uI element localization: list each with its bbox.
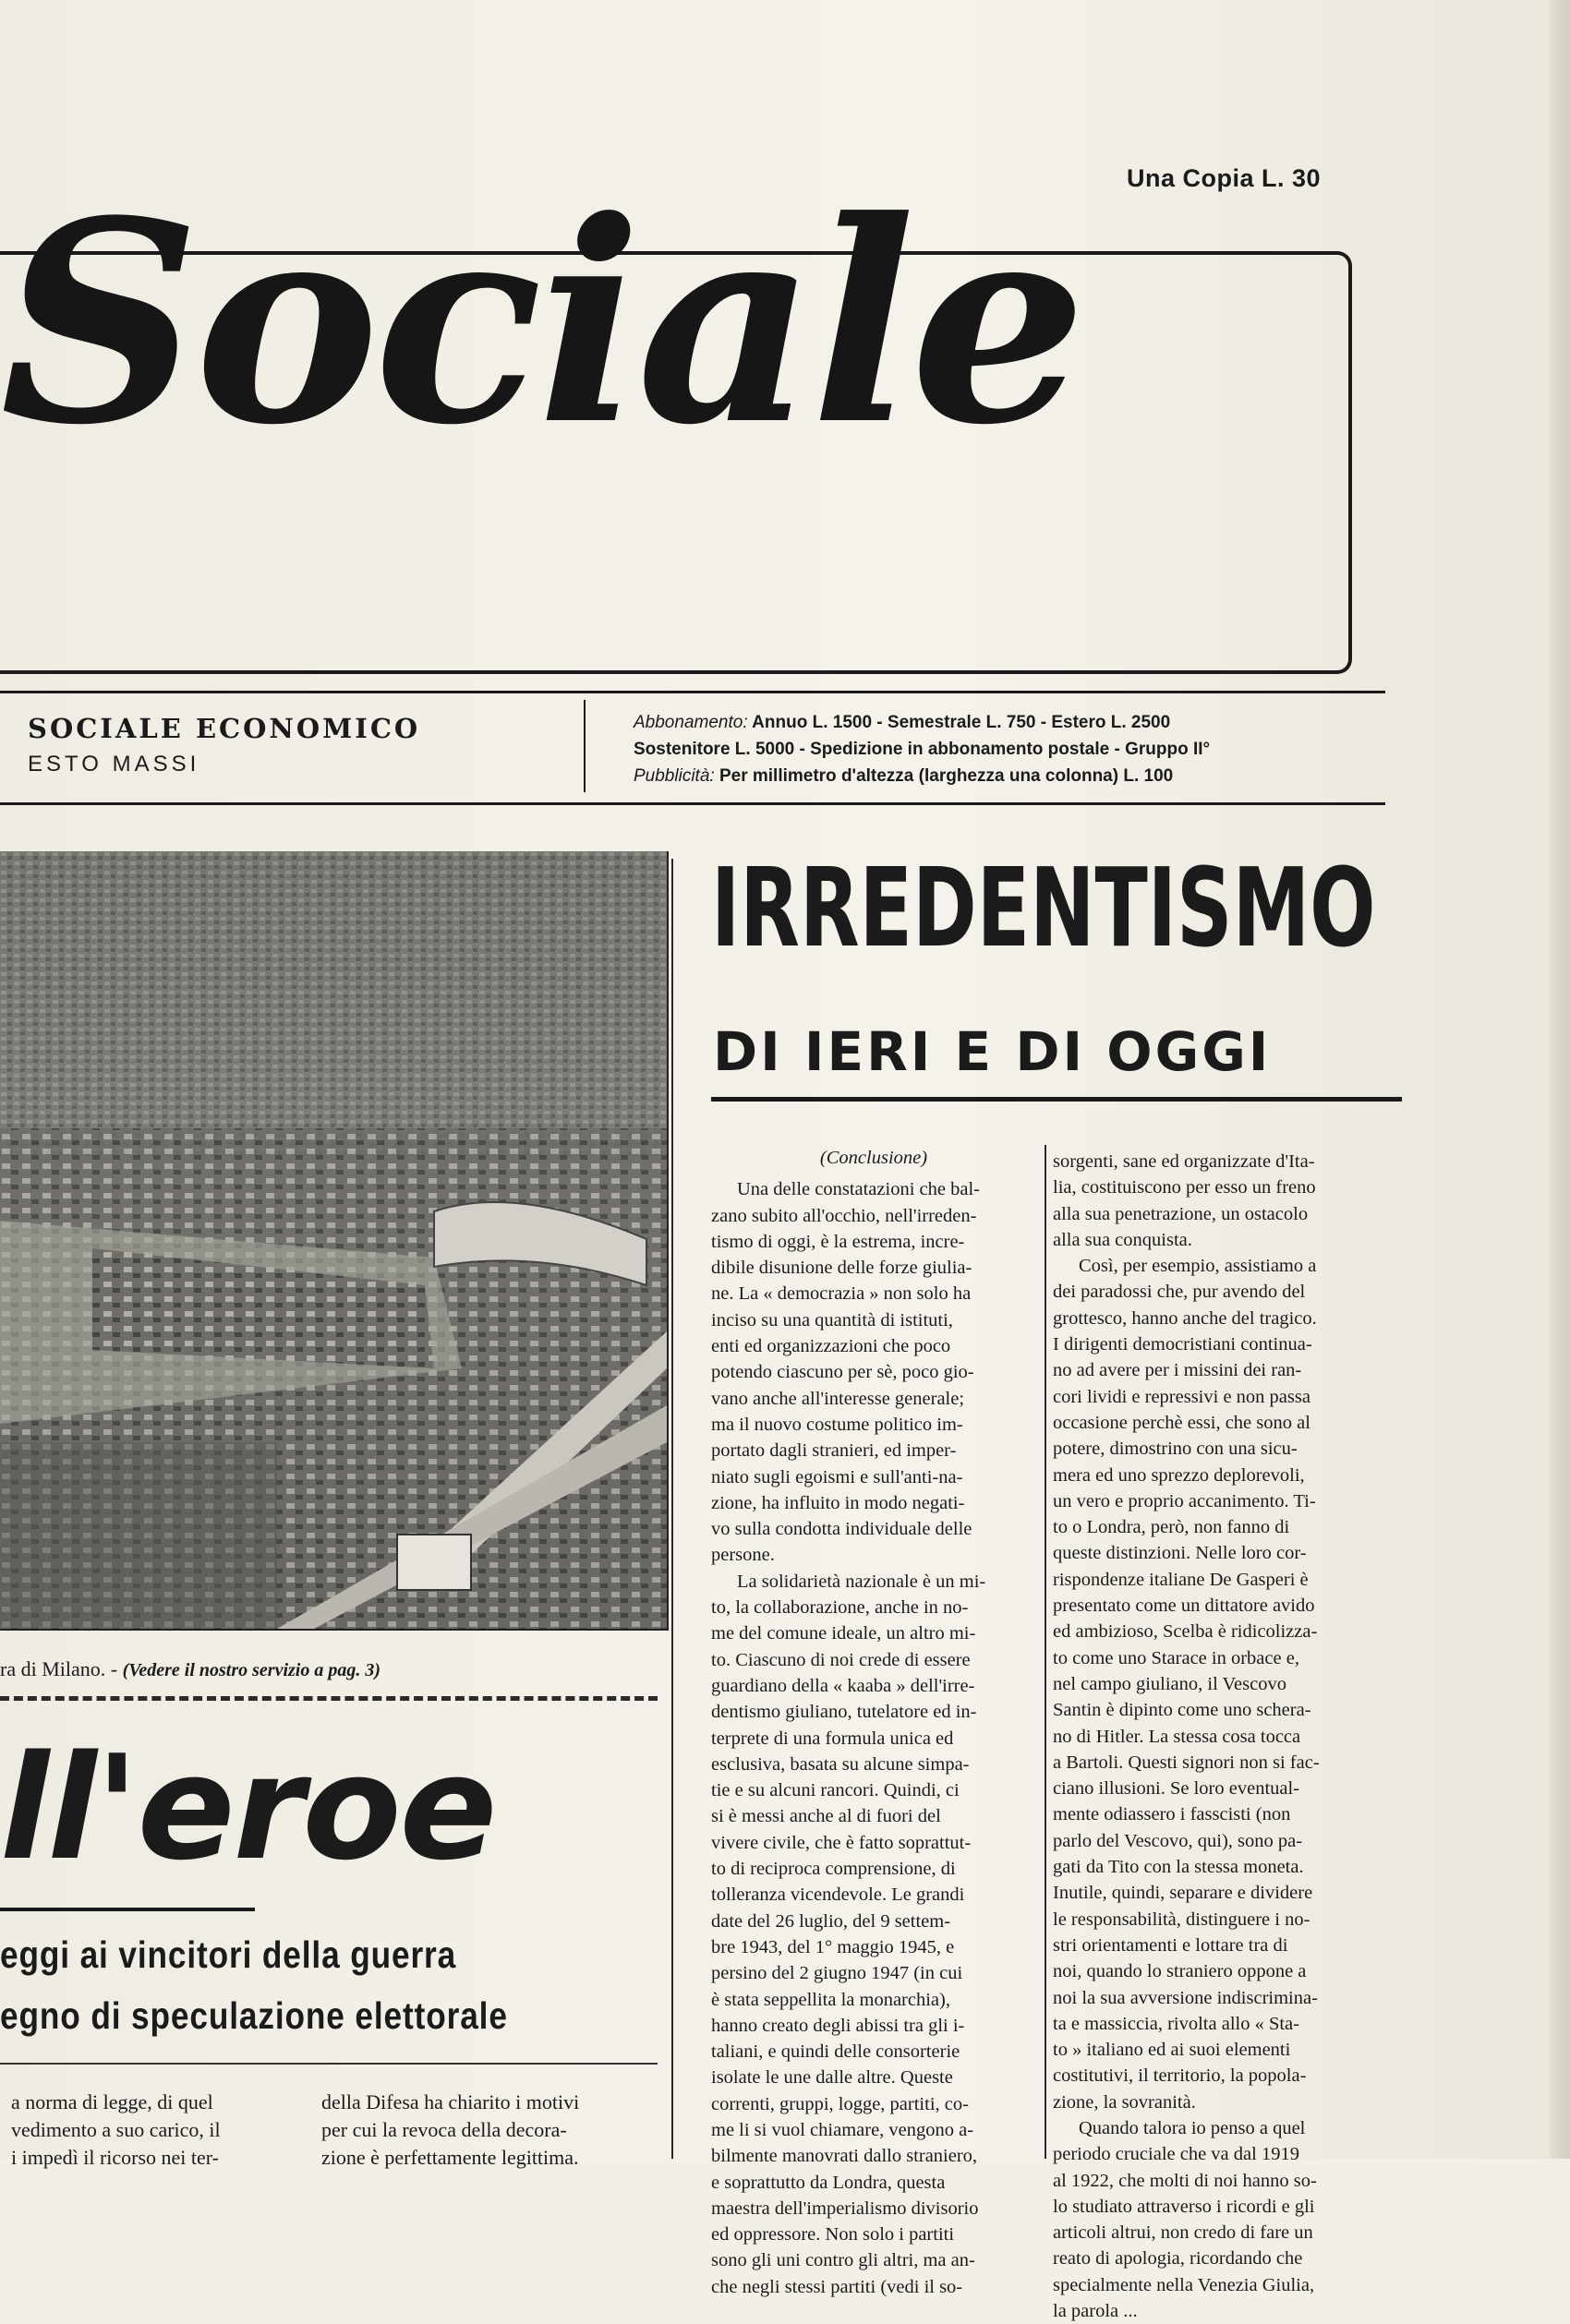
- subhead-bottom-rule: [0, 2063, 658, 2065]
- article-text-line: taliani, e quindi delle consorterie: [711, 2041, 960, 2063]
- article-text-line: inciso su una quantità di istituti,: [711, 1309, 953, 1331]
- main-article-col2: [1053, 1149, 1396, 2324]
- article-text-line: e soprattutto da Londra, questa: [711, 2172, 946, 2193]
- article-text-line: date del 26 luglio, del 9 settem-: [711, 1910, 951, 1932]
- article-text-line: correnti, gruppi, logge, partiti, co-: [711, 2093, 969, 2114]
- article-text-line: queste distinzioni. Nelle loro cor-: [1053, 1543, 1307, 1564]
- article-text-line: gati da Tito con la stessa moneta.: [1053, 1857, 1304, 1878]
- article-text-line: Così, per esempio, assistiamo a: [1079, 1256, 1317, 1277]
- article-text-line: costitutivi, il territorio, la popola-: [1053, 2065, 1307, 2087]
- article-text-line: hanno creato degli abissi tra gli i-: [711, 2015, 965, 2036]
- text-line: vedimento a suo carico, il: [11, 2118, 221, 2141]
- article-text-line: no di Hitler. La stessa cosa tocca: [1053, 1726, 1301, 1747]
- article-text-line: nel campo giuliano, il Vescovo: [1053, 1673, 1286, 1694]
- band-divider: [584, 700, 586, 792]
- article-text-line: no ad avere per i missini dei ran-: [1053, 1360, 1302, 1381]
- article-text-line: ma il nuovo costume politico im-: [711, 1414, 963, 1435]
- article-text-line: dibile disunione delle forze giulia-: [711, 1258, 972, 1279]
- article-text-line: dentismo giuliano, tutelatore ed in-: [711, 1702, 977, 1723]
- article-text-line: che negli stessi partiti (vedi il so-: [711, 2276, 963, 2297]
- article-text-line: mente odiassero i fasscisti (non: [1053, 1804, 1291, 1825]
- article-text-line: to come uno Starace in orbace e,: [1053, 1647, 1299, 1668]
- left-subhead-1: eggi ai vincitori della guerra: [0, 1933, 457, 1976]
- masthead-editor: ESTO MASSI: [28, 752, 200, 777]
- article-text-line: portato dagli stranieri, ed imper-: [711, 1440, 957, 1462]
- article-text-line: sorgenti, sane ed organizzate d'Ita-: [1053, 1151, 1315, 1172]
- article-text-line: tie e su alcuni rancori. Quindi, ci: [711, 1780, 960, 1801]
- left-article-col2: [321, 2089, 579, 2172]
- left-headline: ll'eroe: [0, 1724, 496, 1892]
- subscription-rates: Annuo L. 1500 - Semestrale L. 750 - Estero L. 2500: [752, 713, 1171, 732]
- subhead-rule: [0, 1908, 255, 1911]
- article-text-line: zione, ha influito in modo negati-: [711, 1492, 965, 1513]
- copy-price: Una Copia L. 30: [1127, 164, 1322, 192]
- article-text-line: I dirigenti democristiani continua-: [1053, 1334, 1312, 1355]
- article-text-line: noi, quando lo straniero oppone a: [1053, 1961, 1307, 1982]
- text-line: zione è perfettamente legittima.: [321, 2146, 579, 2169]
- article-text-line: esclusiva, basata su alcune simpa-: [711, 1753, 970, 1775]
- article-text-line: maestra dell'imperialismo divisorio: [711, 2198, 979, 2219]
- article-text-line: to. Ciascuno di noi crede di essere: [711, 1649, 971, 1670]
- article-text-line: rispondenze italiane De Gasperi è: [1053, 1569, 1309, 1590]
- column-rule: [671, 859, 673, 2159]
- article-text-line: le responsabilità, distinguere i no-: [1053, 1909, 1310, 1930]
- text-line: a norma di legge, di quel: [11, 2090, 213, 2113]
- article-text-line: me li si vuol chiamare, vengono a-: [711, 2119, 974, 2140]
- article-text-line: Inutile, quindi, separare e dividere: [1053, 1883, 1313, 1904]
- article-text-line: zione, la sovranità.: [1053, 2091, 1196, 2113]
- headline-rule: [711, 1097, 1402, 1102]
- article-text-line: al 1922, che molti di noi hanno so-: [1053, 2170, 1317, 2191]
- article-text-line: è stata seppellita la monarchia),: [711, 1989, 950, 2010]
- article-text-line: to di reciproca comprensione, di: [711, 1859, 956, 1880]
- page-fold-edge: [1550, 0, 1570, 2159]
- article-text-line: un vero e proprio accanimento. Ti-: [1053, 1490, 1316, 1511]
- article-text-line: mera ed uno sprezzo deplorevoli,: [1053, 1464, 1305, 1486]
- article-text-line: presentato come un dittatore avido: [1053, 1595, 1315, 1617]
- article-text-line: noi la sua avversione indiscrimina-: [1053, 1987, 1318, 2008]
- article-text-line: grottesco, hanno anche del tragico.: [1053, 1307, 1317, 1329]
- article-text-line: bre 1943, del 1° maggio 1945, e: [711, 1936, 955, 1957]
- masthead-subtitle: SOCIALE ECONOMICO: [28, 713, 421, 744]
- article-text-line: persone.: [711, 1545, 775, 1566]
- text-line: della Difesa ha chiarito i motivi: [321, 2090, 580, 2113]
- article-text-line: tolleranza vicendevole. Le grandi: [711, 1884, 965, 1906]
- article-text-line: vano anche all'interesse generale;: [711, 1388, 965, 1409]
- article-text-line: dei paradossi che, pur avendo del: [1053, 1282, 1306, 1303]
- article-text-line: ed ambizioso, Scelba è ridicolizza-: [1053, 1621, 1318, 1643]
- article-text-line: si è messi anche al di fuori del: [711, 1806, 941, 1827]
- photo-caption: [0, 1657, 380, 1681]
- article-text-line: reato di apologia, ricordando che: [1053, 2248, 1303, 2270]
- text-line: i impedì il ricorso nei ter-: [11, 2146, 219, 2169]
- subscription-info: [634, 709, 1210, 789]
- article-text-line: enti ed organizzazioni che poco: [711, 1336, 951, 1357]
- article-text-line: bilmente manovrati dallo straniero,: [711, 2146, 978, 2167]
- caption-note: (Vedere il nostro servizio a pag. 3): [122, 1660, 381, 1680]
- article-text-line: terprete di una formula unica ed: [711, 1728, 954, 1749]
- article-text-line: vivere civile, che è fatto soprattut-: [711, 1832, 972, 1853]
- article-text-line: specialmente nella Venezia Giulia,: [1053, 2274, 1315, 2295]
- article-text-line: tismo di oggi, è la estrema, incre-: [711, 1231, 965, 1252]
- subscription-label: Abbonamento:: [634, 713, 748, 732]
- caption-text: ra di Milano. -: [0, 1657, 123, 1680]
- article-text-line: parlo del Vescovo, qui), sono pa-: [1053, 1830, 1303, 1851]
- article-text-line: ed oppressore. Non solo i partiti: [711, 2224, 955, 2246]
- conclusion-label: (Conclusione): [819, 1148, 928, 1168]
- article-text-line: vo sulla condotta individuale delle: [711, 1519, 972, 1540]
- article-text-line: occasione perchè essi, che sono al: [1053, 1412, 1310, 1433]
- article-text-line: me del comune ideale, un altro mi-: [711, 1623, 976, 1644]
- article-text-line: potere, dimostrino con una sicu-: [1053, 1439, 1298, 1460]
- article-text-line: to » italiano ed ai suoi elementi: [1053, 2040, 1291, 2061]
- main-headline: IRREDENTISMO: [711, 844, 1376, 971]
- article-column-divider: [1045, 1145, 1046, 2159]
- article-text-line: potendo ciascuno per sè, poco gio-: [711, 1362, 974, 1383]
- article-text-line: sono gli uni contro gli altri, ma an-: [711, 2250, 975, 2271]
- article-text-line: to o Londra, però, non fanno di: [1053, 1517, 1290, 1538]
- article-text-line: La solidarietà nazionale è un mi-: [737, 1571, 986, 1592]
- article-text-line: alla sua conquista.: [1053, 1229, 1192, 1250]
- article-text-line: Santin è dipinto come uno schera-: [1053, 1700, 1311, 1721]
- article-text-line: niato sugli egoismi e sull'anti-na-: [711, 1466, 963, 1487]
- article-text-line: zano subito all'occhio, nell'irreden-: [711, 1205, 977, 1226]
- supporter-rates: Sostenitore L. 5000 - Spedizione in abbonamento postale - Gruppo II°: [634, 740, 1211, 759]
- article-text-line: articoli altrui, non credo di fare un: [1053, 2222, 1313, 2244]
- article-text-line: ta e massiccia, rivolta allo « Sta-: [1053, 2013, 1299, 2034]
- left-article-col1: [11, 2089, 221, 2172]
- article-text-line: lo studiato attraverso i ricordi e gli: [1053, 2196, 1315, 2217]
- masthead-title: Sociale: [0, 160, 1081, 486]
- article-text-line: a Bartoli. Questi signori non si fac-: [1053, 1752, 1320, 1773]
- article-text-line: alla sua penetrazione, un ostacolo: [1053, 1203, 1309, 1224]
- article-text-line: ciano illusioni. Se loro eventual-: [1053, 1778, 1300, 1800]
- article-text-line: persino del 2 giugno 1947 (in cui: [711, 1963, 963, 1984]
- text-line: per cui la revoca della decora-: [321, 2118, 567, 2141]
- article-text-line: la parola ...: [1053, 2301, 1138, 2322]
- article-text-line: Una delle constatazioni che bal-: [737, 1179, 980, 1200]
- article-text-line: stri orientamenti e lottare tra di: [1053, 1934, 1288, 1956]
- article-text-line: lia, costituiscono per esso un freno: [1053, 1177, 1316, 1198]
- article-text-line: isolate le une dalle altre. Queste: [711, 2067, 953, 2089]
- left-subhead-2: egno di speculazione elettorale: [0, 1994, 508, 2037]
- aerial-photo-milan: [0, 851, 669, 1631]
- article-text-line: periodo cruciale che va dal 1919: [1053, 2144, 1299, 2165]
- advertising-rates: Per millimetro d'altezza (larghezza una colonna) L. 100: [719, 766, 1174, 786]
- advertising-label: Pubblicità:: [634, 766, 715, 786]
- section-rule: [0, 1696, 658, 1701]
- main-article-col1: [711, 1145, 1036, 2300]
- article-text-line: Quando talora io penso a quel: [1079, 2117, 1306, 2138]
- article-text-line: to, la collaborazione, anche in no-: [711, 1597, 969, 1619]
- main-subheadline: DI IERI E DI OGGI: [713, 1020, 1272, 1083]
- article-text-line: ne. La « democrazia » non solo ha: [711, 1283, 972, 1305]
- article-text-line: cori lividi e repressivi e non passa: [1053, 1386, 1310, 1407]
- article-text-line: guardiano della « kaaba » dell'irre-: [711, 1675, 975, 1696]
